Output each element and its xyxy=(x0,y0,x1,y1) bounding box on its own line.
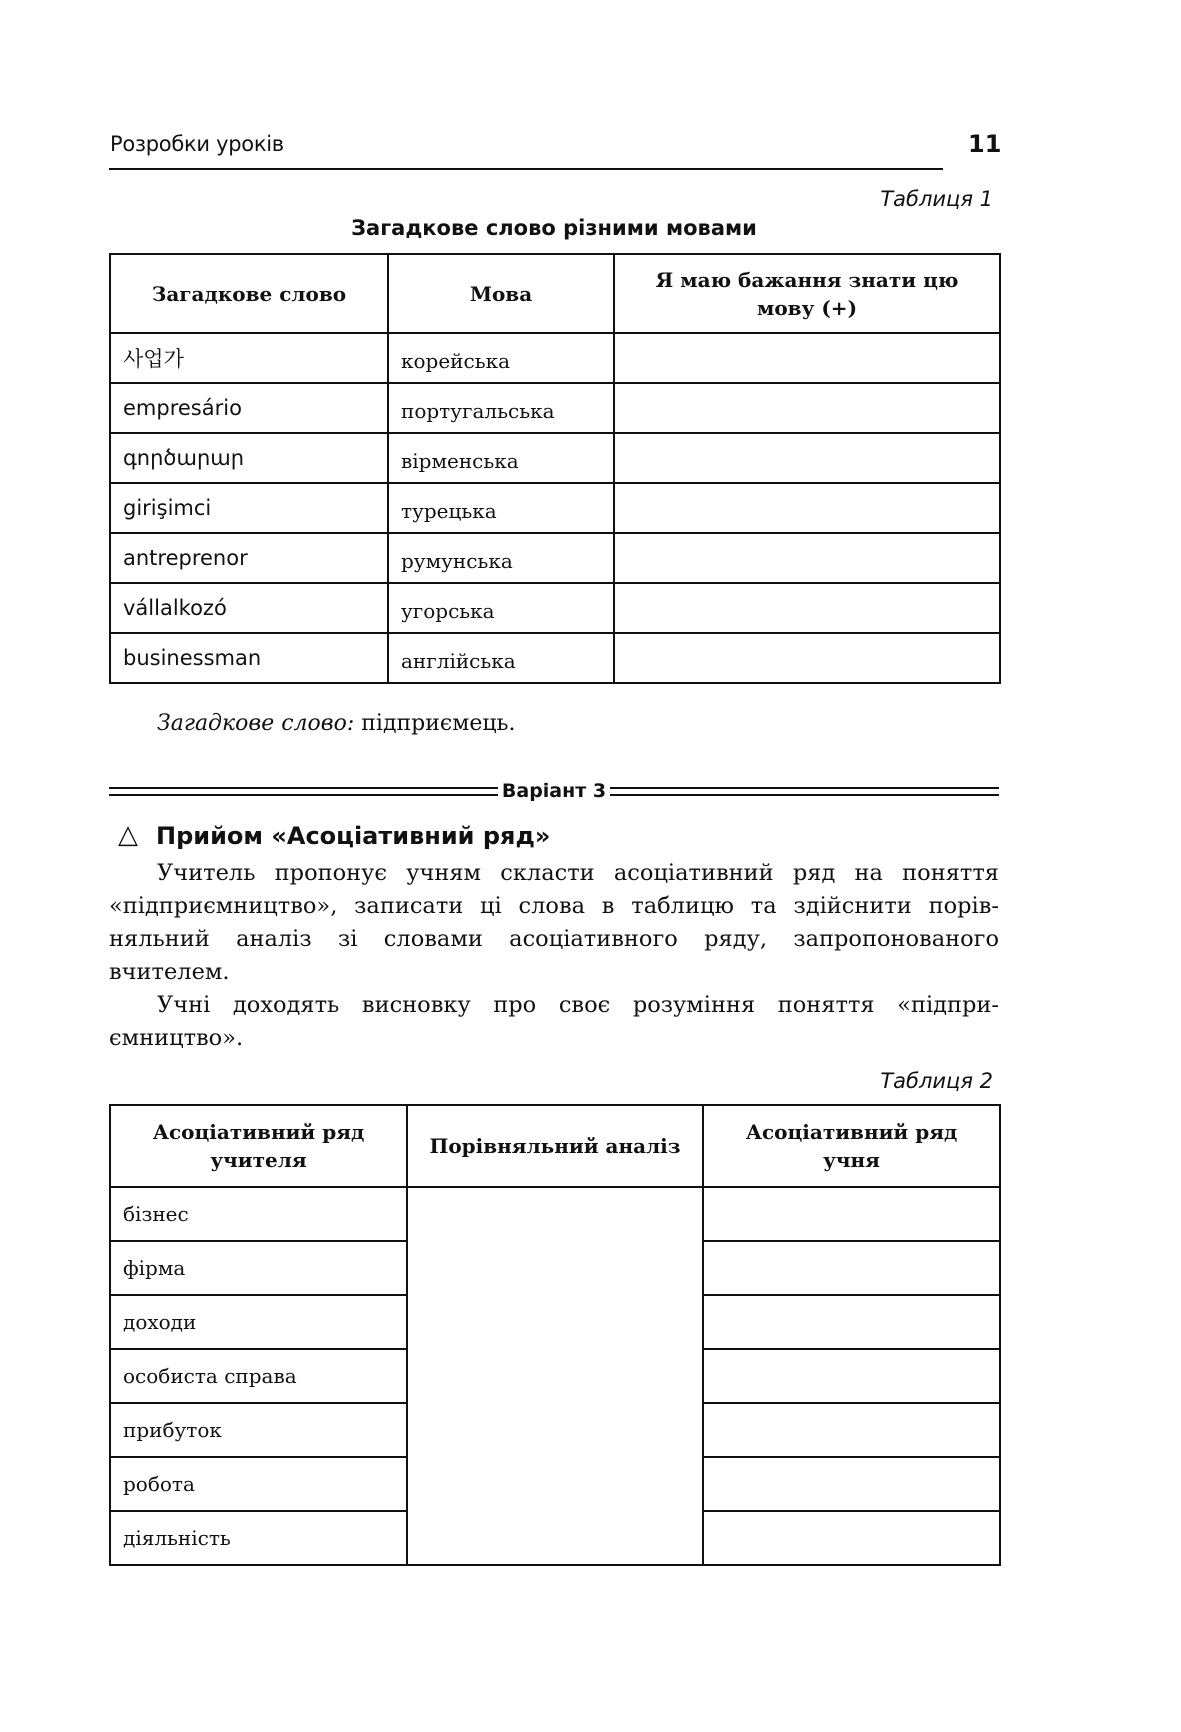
student-association-cell[interactable] xyxy=(703,1511,1000,1565)
student-association-cell[interactable] xyxy=(703,1403,1000,1457)
table1-caption: Таблиця 1 xyxy=(880,187,993,211)
word-cell: 사업가 xyxy=(110,333,388,383)
table-row xyxy=(110,583,1000,633)
student-association-cell[interactable] xyxy=(703,1187,1000,1241)
word-cell: empresário xyxy=(110,383,388,433)
table-row xyxy=(110,533,1000,583)
answer-label: Загадкове слово: xyxy=(157,711,355,736)
paragraph-line: Учитель пропонує учням скласти асоціативний ряд на поняття xyxy=(157,860,999,886)
table-row xyxy=(110,633,1000,683)
column-header-wish: Я маю бажання знати цю мову (+) xyxy=(614,254,1000,333)
language-cell: угорська xyxy=(388,583,614,633)
teacher-association-cell: діяльність xyxy=(110,1511,407,1565)
column-header-word: Загадкове слово xyxy=(110,254,388,333)
variant-divider-left xyxy=(109,787,498,796)
variant-divider-right xyxy=(610,787,999,796)
teacher-association-cell: бізнес xyxy=(110,1187,407,1241)
table-header-row xyxy=(110,1105,1000,1187)
word-cell: antreprenor xyxy=(110,533,388,583)
page-number: 11 xyxy=(968,130,1002,158)
word-cell: businessman xyxy=(110,633,388,683)
language-cell: корейська xyxy=(388,333,614,383)
teacher-association-cell: доходи xyxy=(110,1295,407,1349)
mark-cell[interactable] xyxy=(614,483,1000,533)
paragraph-teacher-task xyxy=(109,857,999,989)
column-header-language: Мова xyxy=(388,254,614,333)
column-header-teacher-row: Асоціативний ряд учителя xyxy=(110,1105,407,1187)
associative-row-table xyxy=(109,1104,1001,1566)
technique-title: Прийом «Асоціативний ряд» xyxy=(156,822,551,850)
paragraph-line: «підприємництво», записати ці слова в таблицю та здійснити порів- xyxy=(109,893,999,919)
running-head: Розробки уроків xyxy=(110,132,284,156)
paragraph-students-conclusion xyxy=(109,989,999,1055)
table-row xyxy=(110,433,1000,483)
paragraph-line: ємництво». xyxy=(109,1025,244,1051)
teacher-association-cell: робота xyxy=(110,1457,407,1511)
table-row xyxy=(110,383,1000,433)
mark-cell[interactable] xyxy=(614,633,1000,683)
paragraph-line: вчителем. xyxy=(109,959,230,985)
mark-cell[interactable] xyxy=(614,383,1000,433)
language-cell: португальська xyxy=(388,383,614,433)
mystery-word-table xyxy=(109,253,1001,684)
table-row xyxy=(110,483,1000,533)
mark-cell[interactable] xyxy=(614,333,1000,383)
table2-caption: Таблиця 2 xyxy=(880,1069,993,1093)
student-association-cell[interactable] xyxy=(703,1295,1000,1349)
variant-label: Варіант 3 xyxy=(501,780,607,802)
student-association-cell[interactable] xyxy=(703,1241,1000,1295)
language-cell: турецька xyxy=(388,483,614,533)
column-header-comparative-analysis: Порівняльний аналіз xyxy=(407,1105,703,1187)
language-cell: англійська xyxy=(388,633,614,683)
answer-value: підприємець. xyxy=(361,711,516,736)
teacher-association-cell: фірма xyxy=(110,1241,407,1295)
paragraph-line: Учні доходять висновку про своє розуміння поняття «підпри- xyxy=(157,992,999,1018)
table-row xyxy=(110,333,1000,383)
answer-line xyxy=(157,711,515,736)
triangle-outline-icon: △ xyxy=(118,820,138,850)
word-cell: գործարար xyxy=(110,433,388,483)
column-header-student-row: Асоціативний ряд учня xyxy=(703,1105,1000,1187)
language-cell: румунська xyxy=(388,533,614,583)
teacher-association-cell: особиста справа xyxy=(110,1349,407,1403)
word-cell: girişimci xyxy=(110,483,388,533)
header-rule xyxy=(109,168,943,170)
table1-title: Загадкове слово різними мовами xyxy=(351,216,757,240)
mark-cell[interactable] xyxy=(614,433,1000,483)
table-header-row xyxy=(110,254,1000,333)
teacher-association-cell: прибуток xyxy=(110,1403,407,1457)
comparative-analysis-cell[interactable] xyxy=(407,1187,703,1565)
language-cell: вірменська xyxy=(388,433,614,483)
paragraph-line: няльний аналіз зі словами асоціативного ряду, запропонованого xyxy=(109,926,999,952)
mark-cell[interactable] xyxy=(614,583,1000,633)
student-association-cell[interactable] xyxy=(703,1457,1000,1511)
table-row xyxy=(110,1187,1000,1241)
word-cell: vállalkozó xyxy=(110,583,388,633)
mark-cell[interactable] xyxy=(614,533,1000,583)
student-association-cell[interactable] xyxy=(703,1349,1000,1403)
